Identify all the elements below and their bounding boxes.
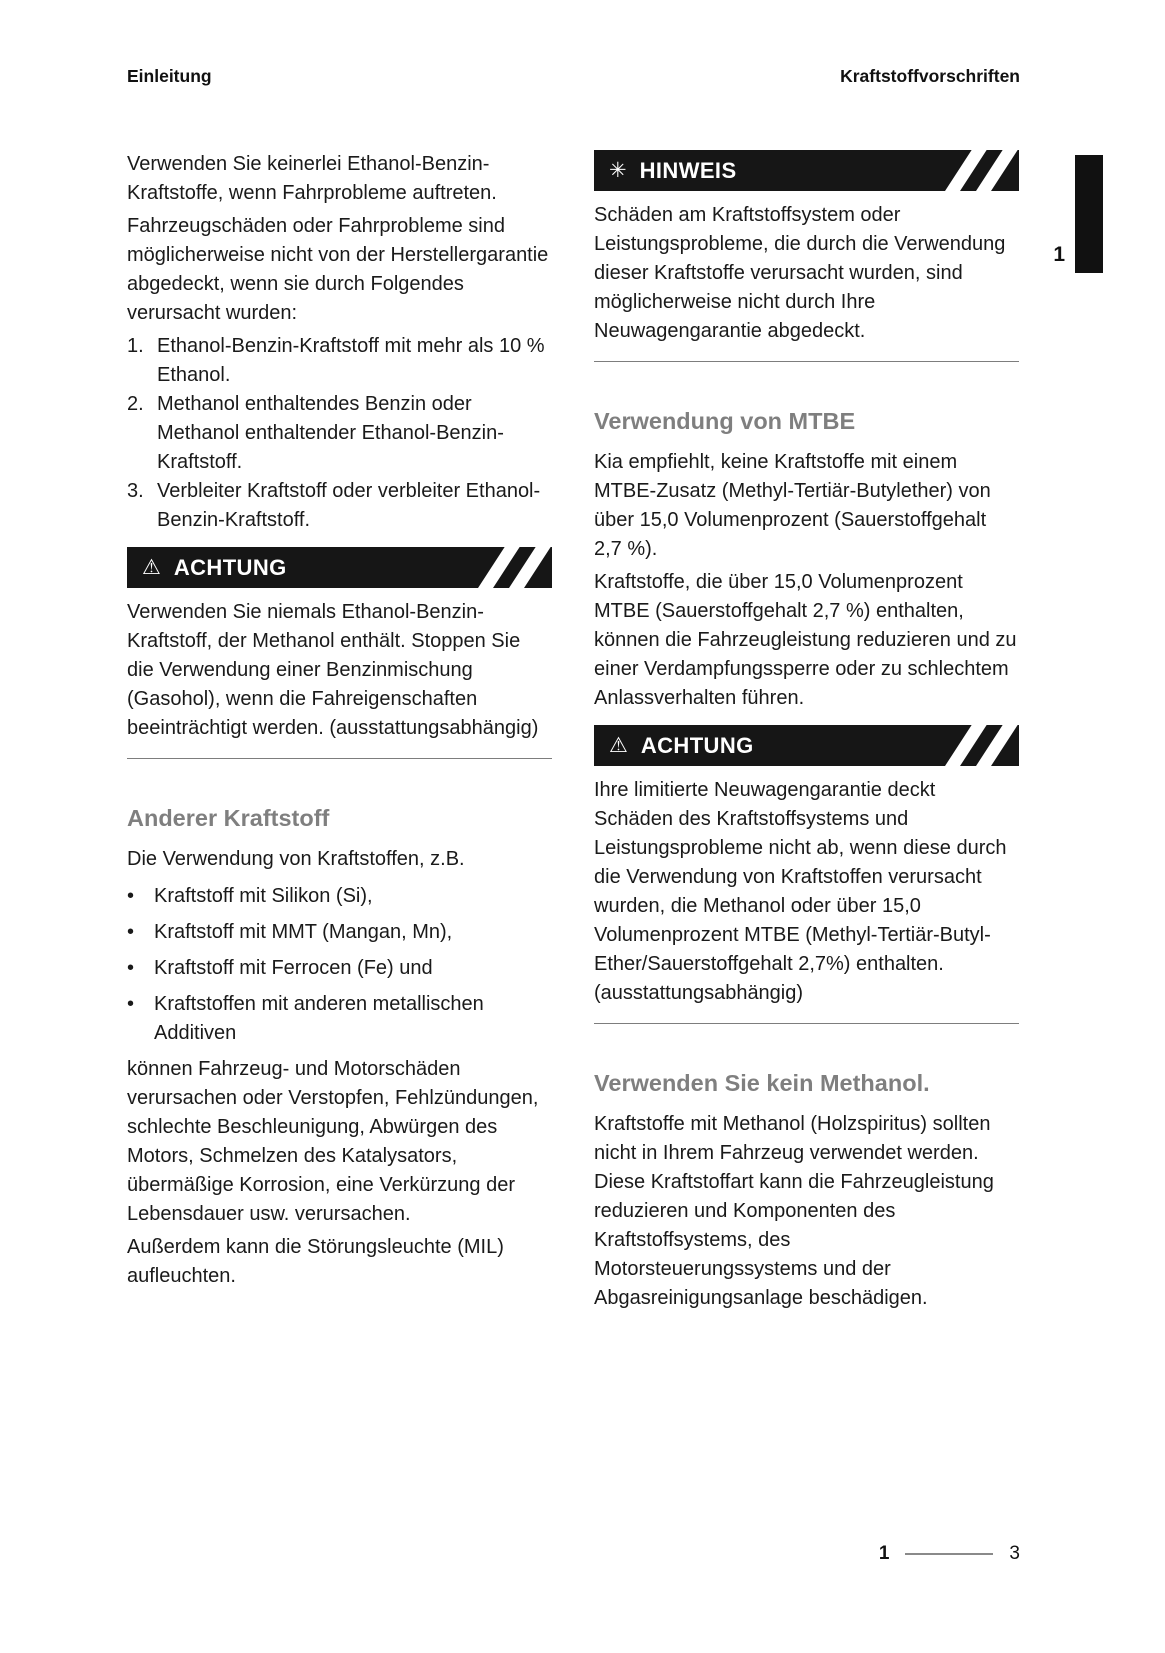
bullet-list — [127, 882, 552, 1048]
notice-banner — [594, 150, 1019, 191]
chapter-tab-marker — [1075, 155, 1103, 273]
list-item — [127, 332, 552, 390]
list-number: 2. — [127, 393, 144, 415]
running-head-left: Einleitung — [127, 66, 212, 86]
paragraph: Verwenden Sie keinerlei Ethanol-Benzin-Kraftstoffe, wenn Fahrprobleme auftreten. — [127, 153, 497, 204]
footer-chapter-number: 1 — [878, 1543, 890, 1564]
list-item — [127, 882, 552, 911]
numbered-list — [127, 332, 552, 535]
list-text: Kraftstoff mit MMT (Mangan, Mn), — [154, 921, 453, 943]
list-item — [127, 477, 552, 535]
caution-banner-label: ACHTUNG — [173, 554, 287, 580]
list-text: Kraftstoff mit Ferrocen (Fe) und — [154, 957, 433, 979]
section-title: Anderer Kraftstoff — [127, 805, 330, 831]
right-column — [594, 150, 1019, 1317]
paragraph: Fahrzeugschäden oder Fahrprobleme sind möglicherweise nicht von der Herstellergarantie abgedeckt, wenn sie durch Folgendes verursacht wurden: — [127, 215, 549, 324]
list-text: Methanol enthaltendes Benzin oder Methanol enthaltender Ethanol-Benzin-Kraftstoff. — [157, 393, 504, 473]
list-item — [127, 390, 552, 477]
caution-banner — [127, 547, 552, 588]
list-number: 1. — [127, 335, 144, 357]
warning-icon: ⚠ — [142, 556, 161, 579]
page-footer — [879, 1543, 1020, 1565]
notice-icon: ✳ — [609, 159, 627, 182]
paragraph: Außerdem kann die Störungsleuchte (MIL) aufleuchten. — [127, 1236, 504, 1287]
running-head-right: Kraftstoffvorschriften — [840, 66, 1020, 86]
section-title: Verwendung von MTBE — [594, 408, 856, 434]
list-text: Kraftstoffen mit anderen metallischen Additiven — [154, 993, 484, 1044]
two-column-body — [127, 150, 1020, 1317]
paragraph: können Fahrzeug- und Motorschäden verursachen oder Verstopfen, Fehlzündungen, schlechte Beschleunigung, Abwürgen des Motors, Schmelzen des Katalysators, übermäßige Korrosion, eine Verkürzung der Lebensdauer usw. verursachen. — [127, 1058, 539, 1225]
section-divider — [594, 1023, 1019, 1024]
paragraph: Kraftstoffe, die über 15,0 Volumenprozent MTBE (Sauerstoffgehalt 2,7 %) enthalten, können die Fahrzeugleistung reduzieren und zu einer Verdampfungssperre oder zu schlechtem Anlassverhalten führen. — [594, 571, 1017, 709]
paragraph: Kraftstoffe mit Methanol (Holzspiritus) sollten nicht in Ihrem Fahrzeug verwendet werden. Diese Kraftstoffart kann die Fahrzeugleistung reduzieren und Komponenten des Kraftstoffsystems, des Motorsteuerungssystems und der Abgasreinigungsanlage beschädigen. — [594, 1113, 994, 1309]
chapter-number: 1 — [1053, 243, 1065, 266]
bullet-marker: • — [127, 957, 135, 979]
notice-body: Schäden am Kraftstoffsystem oder Leistungsprobleme, die durch die Verwendung dieser Kraftstoffe verursacht wurden, sind möglicherweise nicht durch Ihre Neuwagengarantie abgedeckt. — [594, 204, 1006, 342]
section-divider — [127, 758, 552, 759]
paragraph: Die Verwendung von Kraftstoffen, z.B. — [127, 848, 465, 870]
bullet-marker: • — [127, 993, 135, 1015]
list-text: Ethanol-Benzin-Kraftstoff mit mehr als 10 % Ethanol. — [157, 335, 545, 386]
list-number: 3. — [127, 480, 144, 502]
caution-banner — [594, 725, 1019, 766]
section-divider — [594, 361, 1019, 362]
list-item — [127, 954, 552, 983]
list-item — [127, 918, 552, 947]
left-column — [127, 150, 552, 1317]
bullet-marker: • — [127, 921, 135, 943]
notice-banner-label: HINWEIS — [639, 157, 737, 183]
footer-page-number: 3 — [1009, 1543, 1020, 1564]
caution-banner-label: ACHTUNG — [640, 732, 754, 758]
bullet-marker: • — [127, 885, 135, 907]
list-text: Verbleiter Kraftstoff oder verbleiter Ethanol-Benzin-Kraftstoff. — [157, 480, 541, 531]
list-item — [127, 990, 552, 1048]
caution-body: Verwenden Sie niemals Ethanol-Benzin-Kraftstoff, der Methanol enthält. Stoppen Sie die Verwendung einer Benzinmischung (Gasohol), wenn die Fahreigenschaften beeinträchtigt werden. (ausstattungsabhängig) — [127, 601, 539, 739]
caution-body: Ihre limitierte Neuwagengarantie deckt Schäden des Kraftstoffsystems und Leistungsprobleme nicht ab, wenn diese durch die Verwendung von Kraftstoffen verursacht wurden, die Methanol oder über 15,0 Volumenprozent MTBE (Methyl-Tertiär-Butyl-Ether/Sauerstoffgehalt 2,7%) enthalten. (ausstattungsabhängig) — [594, 779, 1007, 1004]
paragraph: Kia empfiehlt, keine Kraftstoffe mit einem MTBE-Zusatz (Methyl-Tertiär-Butylether) von über 15,0 Volumenprozent (Sauerstoffgehalt 2,7 %). — [594, 451, 991, 560]
footer-divider-line — [905, 1553, 993, 1555]
list-text: Kraftstoff mit Silikon (Si), — [154, 885, 373, 907]
warning-icon: ⚠ — [609, 734, 628, 757]
section-title: Verwenden Sie kein Methanol. — [594, 1070, 930, 1096]
